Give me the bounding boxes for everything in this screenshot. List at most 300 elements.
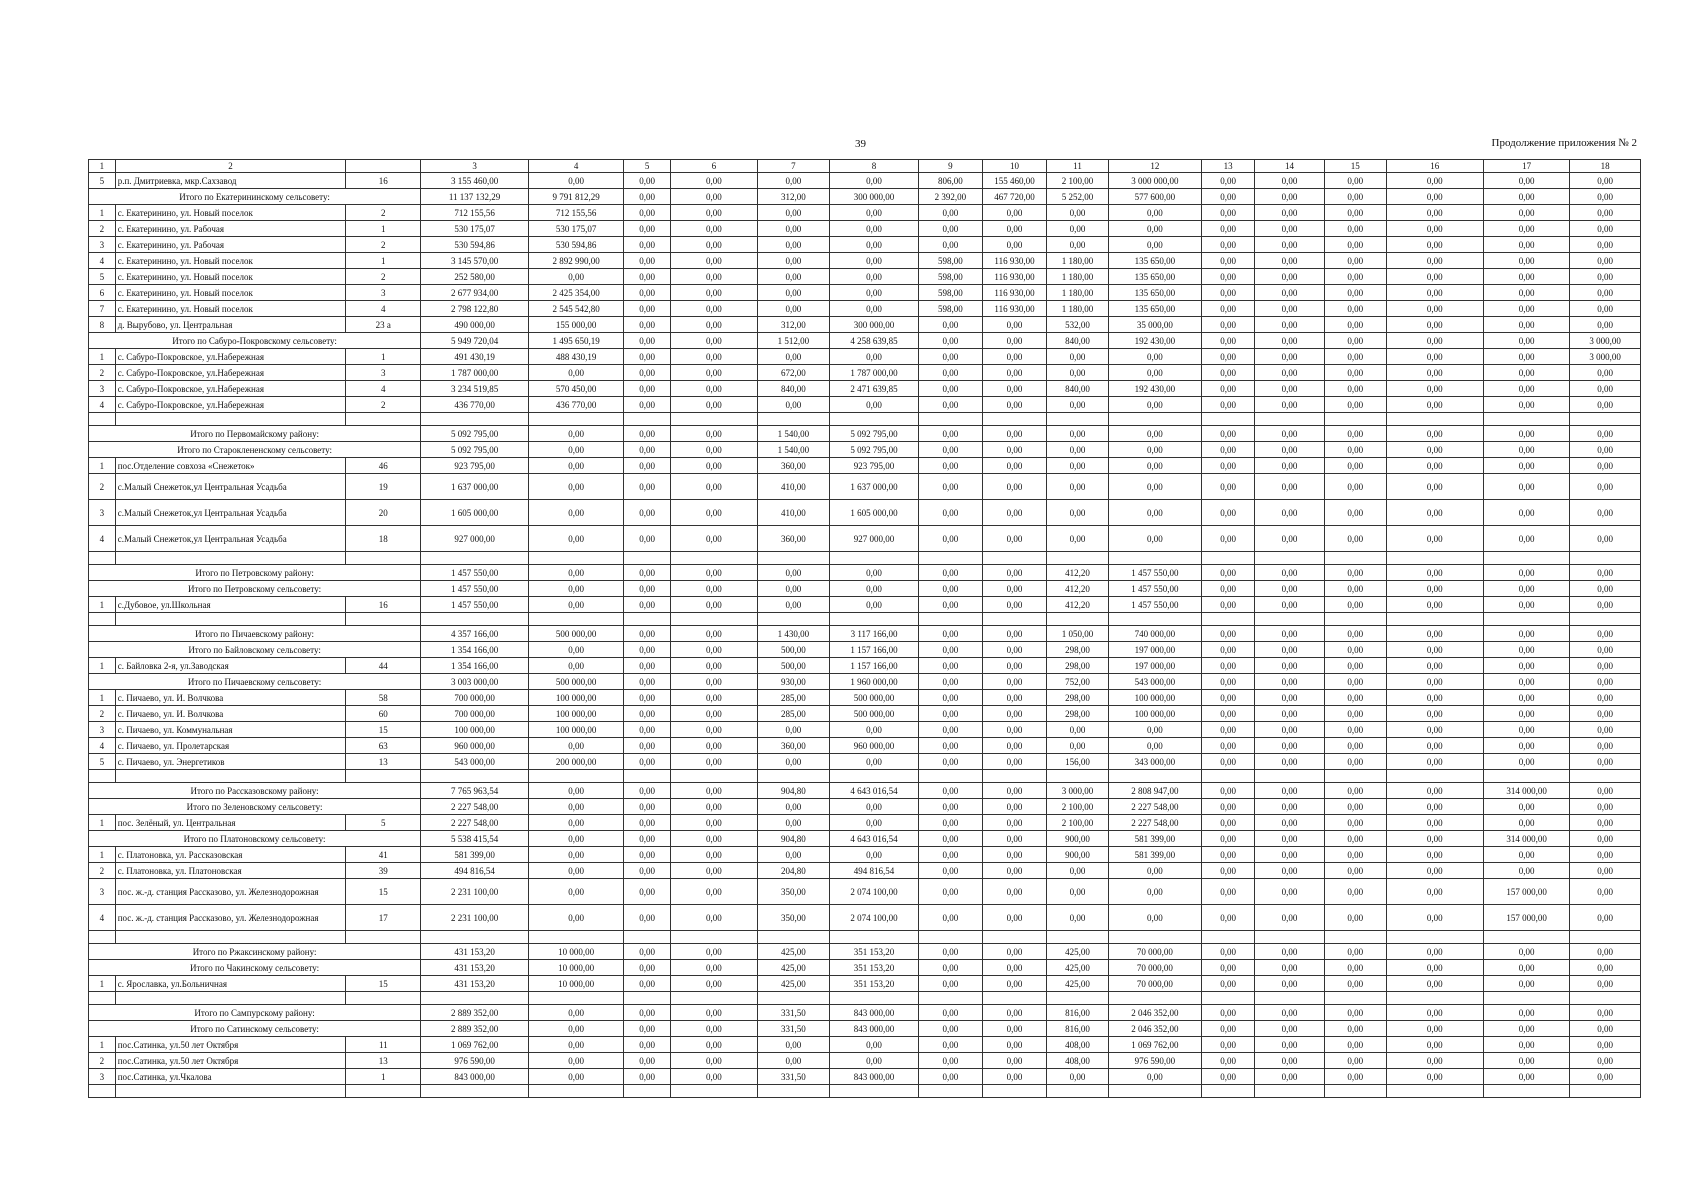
empty-cell (115, 1085, 346, 1098)
empty-cell (1201, 413, 1254, 426)
subtotal-value-cell: 0,00 (1483, 642, 1570, 658)
subtotal-value-cell: 0,00 (624, 442, 671, 458)
empty-cell (1108, 1085, 1201, 1098)
subtotal-value-cell: 5 092 795,00 (421, 426, 529, 442)
house-number-cell: 1 (346, 1069, 421, 1085)
empty-cell (346, 770, 421, 783)
value-cell: 0,00 (1255, 285, 1324, 301)
subtotal-value-cell: 0,00 (1483, 189, 1570, 205)
address-cell: с. Сабуро-Покровское, ул.Набережная (115, 365, 346, 381)
subtotal-value-cell: 904,80 (757, 783, 830, 799)
subtotal-label: Итого по Петровскому сельсовету: (89, 581, 421, 597)
subtotal-value-cell: 0,00 (1201, 674, 1254, 690)
subtotal-value-cell: 0,00 (1386, 1021, 1483, 1037)
row-index-cell: 1 (89, 597, 116, 613)
value-cell: 0,00 (1570, 815, 1641, 831)
subtotal-value-cell: 0,00 (1386, 442, 1483, 458)
subtotal-value-cell: 0,00 (982, 626, 1046, 642)
value-cell: 0,00 (1255, 269, 1324, 285)
value-cell: 0,00 (757, 301, 830, 317)
subtotal-value-cell: 0,00 (1324, 1021, 1386, 1037)
value-cell: 0,00 (624, 397, 671, 413)
empty-cell (1255, 992, 1324, 1005)
value-cell: 0,00 (1483, 269, 1570, 285)
value-cell: 412,20 (1047, 597, 1109, 613)
value-cell: 0,00 (757, 397, 830, 413)
value-cell: 0,00 (1483, 349, 1570, 365)
value-cell: 0,00 (1570, 976, 1641, 992)
value-cell: 0,00 (1570, 317, 1641, 333)
empty-cell (1047, 992, 1109, 1005)
value-cell: 0,00 (1483, 173, 1570, 189)
subtotal-label: Итого по Платоновскому сельсовету: (89, 831, 421, 847)
value-cell: 116 930,00 (982, 301, 1046, 317)
value-cell: 0,00 (1570, 269, 1641, 285)
value-cell: 581 399,00 (421, 847, 529, 863)
subtotal-value-cell: 5 092 795,00 (830, 442, 919, 458)
empty-cell (529, 992, 624, 1005)
value-cell: 0,00 (830, 205, 919, 221)
value-cell: 300 000,00 (830, 317, 919, 333)
value-cell: 0,00 (1386, 500, 1483, 526)
value-cell: 100 000,00 (529, 706, 624, 722)
subtotal-value-cell: 0,00 (1483, 1005, 1570, 1021)
subtotal-value-cell: 0,00 (1483, 799, 1570, 815)
empty-cell (529, 613, 624, 626)
value-cell: 0,00 (1483, 500, 1570, 526)
address-cell: с. Екатеринино, ул. Новый поселок (115, 285, 346, 301)
empty-cell (346, 1085, 421, 1098)
subtotal-value-cell: 0,00 (1386, 189, 1483, 205)
value-cell: 0,00 (1483, 1069, 1570, 1085)
empty-cell (1047, 770, 1109, 783)
value-cell: 0,00 (918, 1037, 982, 1053)
value-cell: 0,00 (918, 500, 982, 526)
empty-cell (1483, 413, 1570, 426)
value-cell: 0,00 (1324, 863, 1386, 879)
value-cell: 0,00 (1255, 474, 1324, 500)
value-cell: 0,00 (1201, 349, 1254, 365)
empty-cell (421, 931, 529, 944)
address-cell: с.Малый Снежеток,ул Центральная Усадьба (115, 474, 346, 500)
value-cell: 0,00 (982, 1053, 1046, 1069)
row-index-cell: 4 (89, 253, 116, 269)
subtotal-value-cell: 192 430,00 (1108, 333, 1201, 349)
subtotal-label: Итого по Сабуро-Покровскому сельсовету: (89, 333, 421, 349)
column-number-cell: 10 (982, 160, 1046, 173)
value-cell: 157 000,00 (1483, 879, 1570, 905)
value-cell: 570 450,00 (529, 381, 624, 397)
value-cell: 0,00 (1324, 905, 1386, 931)
value-cell: 0,00 (671, 397, 758, 413)
subtotal-value-cell: 0,00 (1255, 581, 1324, 597)
subtotal-value-cell: 0,00 (1255, 944, 1324, 960)
subtotal-value-cell: 0,00 (671, 1021, 758, 1037)
subtotal-value-cell: 298,00 (1047, 642, 1109, 658)
spacer-row (89, 552, 1641, 565)
value-cell: 0,00 (1570, 458, 1641, 474)
subtotal-value-cell: 0,00 (982, 642, 1046, 658)
subtotal-value-cell: 0,00 (1255, 642, 1324, 658)
value-cell: 0,00 (1201, 173, 1254, 189)
value-cell: 0,00 (982, 237, 1046, 253)
value-cell: 598,00 (918, 269, 982, 285)
value-cell: 0,00 (1108, 237, 1201, 253)
value-cell: 0,00 (1047, 221, 1109, 237)
value-cell: 2 231 100,00 (421, 879, 529, 905)
subtotal-value-cell: 0,00 (1324, 944, 1386, 960)
value-cell: 0,00 (671, 285, 758, 301)
subtotal-value-cell: 3 000,00 (1047, 783, 1109, 799)
value-cell: 0,00 (671, 738, 758, 754)
value-cell: 0,00 (671, 690, 758, 706)
empty-cell (1255, 1085, 1324, 1098)
value-cell: 0,00 (918, 526, 982, 552)
value-cell: 408,00 (1047, 1053, 1109, 1069)
empty-cell (1483, 770, 1570, 783)
subtotal-value-cell: 431 153,20 (421, 944, 529, 960)
spacer-row (89, 1085, 1641, 1098)
house-number-cell: 16 (346, 173, 421, 189)
value-cell: 0,00 (982, 221, 1046, 237)
value-cell: 0,00 (529, 1037, 624, 1053)
empty-cell (1047, 931, 1109, 944)
empty-cell (1570, 931, 1641, 944)
subtotal-value-cell: 1 050,00 (1047, 626, 1109, 642)
table-row (89, 863, 1641, 879)
value-cell: 0,00 (1483, 285, 1570, 301)
subtotal-value-cell: 412,20 (1047, 565, 1109, 581)
value-cell: 0,00 (624, 221, 671, 237)
subtotal-value-cell: 577 600,00 (1108, 189, 1201, 205)
value-cell: 2 425 354,00 (529, 285, 624, 301)
subtotal-value-cell: 816,00 (1047, 1005, 1109, 1021)
empty-cell (1483, 931, 1570, 944)
house-number-cell: 23 а (346, 317, 421, 333)
value-cell: 3 234 519,85 (421, 381, 529, 397)
value-cell: 0,00 (1108, 349, 1201, 365)
value-cell: 0,00 (982, 879, 1046, 905)
value-cell: 927 000,00 (421, 526, 529, 552)
value-cell: 0,00 (624, 847, 671, 863)
value-cell: 0,00 (1386, 397, 1483, 413)
value-cell: 0,00 (1255, 365, 1324, 381)
table-row (89, 269, 1641, 285)
value-cell: 0,00 (757, 285, 830, 301)
subtotal-value-cell: 0,00 (624, 642, 671, 658)
empty-cell (671, 1085, 758, 1098)
value-cell: 0,00 (1255, 173, 1324, 189)
value-cell: 530 175,07 (421, 221, 529, 237)
address-cell: пос. ж.-д. станция Рассказово, ул. Железнодорожная (115, 879, 346, 905)
value-cell: 0,00 (830, 1053, 919, 1069)
value-cell: 0,00 (830, 597, 919, 613)
subtotal-value-cell: 0,00 (529, 783, 624, 799)
column-number-header-row (89, 160, 1641, 173)
value-cell: 0,00 (1483, 205, 1570, 221)
value-cell: 712 155,56 (529, 205, 624, 221)
subtotal-value-cell: 1 495 650,19 (529, 333, 624, 349)
empty-cell (1047, 552, 1109, 565)
subtotal-value-cell: 0,00 (1108, 426, 1201, 442)
value-cell: 0,00 (671, 253, 758, 269)
row-index-cell: 1 (89, 1037, 116, 1053)
subtotal-value-cell: 1 457 550,00 (1108, 581, 1201, 597)
value-cell: 1 069 762,00 (1108, 1037, 1201, 1053)
value-cell: 0,00 (1483, 863, 1570, 879)
empty-cell (529, 770, 624, 783)
table-row (89, 317, 1641, 333)
subtotal-value-cell: 5 949 720,04 (421, 333, 529, 349)
subtotal-value-cell: 0,00 (757, 565, 830, 581)
value-cell: 0,00 (1255, 597, 1324, 613)
subtotal-value-cell: 0,00 (982, 442, 1046, 458)
value-cell: 0,00 (1386, 173, 1483, 189)
value-cell: 0,00 (624, 458, 671, 474)
subtotal-value-cell: 0,00 (1324, 1005, 1386, 1021)
value-cell: 0,00 (918, 597, 982, 613)
address-cell: с. Екатеринино, ул. Рабочая (115, 237, 346, 253)
table-row (89, 1069, 1641, 1085)
value-cell: 1 180,00 (1047, 285, 1109, 301)
value-cell: 0,00 (1047, 905, 1109, 931)
empty-cell (1386, 413, 1483, 426)
table-row (89, 706, 1641, 722)
value-cell: 0,00 (1047, 863, 1109, 879)
value-cell: 0,00 (982, 526, 1046, 552)
value-cell: 0,00 (1483, 754, 1570, 770)
subtotal-value-cell: 0,00 (982, 944, 1046, 960)
value-cell: 0,00 (1201, 474, 1254, 500)
subtotal-label: Итого по Сатинскому сельсовету: (89, 1021, 421, 1037)
value-cell: 0,00 (1483, 397, 1570, 413)
value-cell: 0,00 (1324, 349, 1386, 365)
empty-cell (830, 613, 919, 626)
value-cell: 100 000,00 (421, 722, 529, 738)
value-cell: 0,00 (624, 722, 671, 738)
value-cell: 0,00 (1324, 847, 1386, 863)
value-cell: 0,00 (1324, 173, 1386, 189)
subtotal-value-cell: 843 000,00 (830, 1021, 919, 1037)
subtotal-label: Итого по Зеленовскому сельсовету: (89, 799, 421, 815)
value-cell: 156,00 (1047, 754, 1109, 770)
table-row (89, 754, 1641, 770)
address-cell: с. Екатеринино, ул. Новый поселок (115, 301, 346, 317)
value-cell: 0,00 (830, 722, 919, 738)
address-cell: с. Сабуро-Покровское, ул.Набережная (115, 397, 346, 413)
empty-cell (671, 931, 758, 944)
value-cell: 0,00 (1324, 285, 1386, 301)
value-cell: 0,00 (982, 690, 1046, 706)
empty-cell (1570, 1085, 1641, 1098)
table-row (89, 722, 1641, 738)
subtotal-value-cell: 0,00 (529, 1005, 624, 1021)
spacer-row (89, 613, 1641, 626)
empty-cell (918, 552, 982, 565)
subtotal-value-cell: 0,00 (1201, 565, 1254, 581)
house-number-cell: 18 (346, 526, 421, 552)
value-cell: 0,00 (1324, 815, 1386, 831)
value-cell: 0,00 (757, 597, 830, 613)
subtotal-value-cell: 930,00 (757, 674, 830, 690)
value-cell: 0,00 (1570, 365, 1641, 381)
empty-cell (830, 1085, 919, 1098)
column-number-cell: 6 (671, 160, 758, 173)
value-cell: 0,00 (1047, 500, 1109, 526)
empty-cell (1324, 552, 1386, 565)
house-number-cell: 63 (346, 738, 421, 754)
subtotal-value-cell: 0,00 (1483, 565, 1570, 581)
subtotal-value-cell: 0,00 (1255, 189, 1324, 205)
value-cell: 0,00 (671, 658, 758, 674)
value-cell: 0,00 (1108, 221, 1201, 237)
value-cell: 0,00 (529, 1069, 624, 1085)
value-cell: 0,00 (1570, 173, 1641, 189)
value-cell: 0,00 (624, 690, 671, 706)
empty-cell (830, 552, 919, 565)
subtotal-value-cell: 900,00 (1047, 831, 1109, 847)
subtotal-value-cell: 0,00 (918, 642, 982, 658)
value-cell: 100 000,00 (529, 722, 624, 738)
value-cell: 0,00 (1201, 365, 1254, 381)
subtotal-value-cell: 0,00 (1201, 426, 1254, 442)
value-cell: 0,00 (1324, 1037, 1386, 1053)
value-cell: 840,00 (1047, 381, 1109, 397)
value-cell: 0,00 (1047, 526, 1109, 552)
row-index-cell: 1 (89, 349, 116, 365)
subtotal-value-cell: 412,20 (1047, 581, 1109, 597)
subtotal-value-cell: 0,00 (1570, 944, 1641, 960)
value-cell: 0,00 (624, 173, 671, 189)
subtotal-value-cell: 0,00 (671, 581, 758, 597)
subtotal-value-cell: 0,00 (624, 581, 671, 597)
address-cell: с.Дубовое, ул.Школьная (115, 597, 346, 613)
value-cell: 0,00 (1255, 1037, 1324, 1053)
value-cell: 0,00 (1047, 458, 1109, 474)
value-cell: 0,00 (918, 365, 982, 381)
column-number-cell: 12 (1108, 160, 1201, 173)
value-cell: 581 399,00 (1108, 847, 1201, 863)
address-cell: с. Екатеринино, ул. Новый поселок (115, 269, 346, 285)
value-cell: 0,00 (1201, 301, 1254, 317)
value-cell: 0,00 (1324, 253, 1386, 269)
value-cell: 0,00 (1386, 905, 1483, 931)
table-row (89, 905, 1641, 931)
value-cell: 0,00 (1108, 863, 1201, 879)
subtotal-value-cell: 1 457 550,00 (421, 565, 529, 581)
subtotal-value-cell: 1 354 166,00 (421, 642, 529, 658)
value-cell: 298,00 (1047, 658, 1109, 674)
value-cell: 0,00 (918, 905, 982, 931)
value-cell: 500,00 (757, 658, 830, 674)
value-cell: 0,00 (918, 863, 982, 879)
subtotal-value-cell: 10 000,00 (529, 960, 624, 976)
value-cell: 0,00 (1108, 365, 1201, 381)
value-cell: 0,00 (1201, 1053, 1254, 1069)
empty-cell (1386, 613, 1483, 626)
value-cell: 2 100,00 (1047, 173, 1109, 189)
value-cell: 135 650,00 (1108, 285, 1201, 301)
subtotal-value-cell: 0,00 (1483, 944, 1570, 960)
address-cell: с. Платоновка, ул. Рассказовская (115, 847, 346, 863)
value-cell: 331,50 (757, 1069, 830, 1085)
column-number-cell: 17 (1483, 160, 1570, 173)
value-cell: 0,00 (982, 597, 1046, 613)
subtotal-value-cell: 0,00 (918, 565, 982, 581)
spacer-row (89, 770, 1641, 783)
empty-cell (346, 552, 421, 565)
value-cell: 0,00 (1324, 458, 1386, 474)
value-cell: 0,00 (1483, 237, 1570, 253)
subtotal-value-cell: 0,00 (1483, 674, 1570, 690)
row-index-cell: 3 (89, 237, 116, 253)
value-cell: 0,00 (1201, 754, 1254, 770)
value-cell: 197 000,00 (1108, 658, 1201, 674)
empty-cell (529, 552, 624, 565)
value-cell: 500 000,00 (830, 706, 919, 722)
subtotal-value-cell: 0,00 (624, 426, 671, 442)
subtotal-value-cell: 0,00 (1201, 581, 1254, 597)
empty-cell (1570, 770, 1641, 783)
empty-cell (1047, 413, 1109, 426)
subtotal-value-cell: 0,00 (1324, 581, 1386, 597)
value-cell: 0,00 (1255, 658, 1324, 674)
empty-cell (757, 613, 830, 626)
value-cell: 0,00 (1108, 458, 1201, 474)
value-cell: 960 000,00 (421, 738, 529, 754)
value-cell: 0,00 (1386, 253, 1483, 269)
value-cell: 0,00 (830, 815, 919, 831)
table-row (89, 365, 1641, 381)
value-cell: 1 180,00 (1047, 269, 1109, 285)
empty-cell (624, 992, 671, 1005)
value-cell: 0,00 (1255, 815, 1324, 831)
value-cell: 840,00 (757, 381, 830, 397)
value-cell: 0,00 (757, 205, 830, 221)
subtotal-value-cell: 0,00 (1201, 783, 1254, 799)
value-cell: 0,00 (1108, 205, 1201, 221)
value-cell: 0,00 (529, 905, 624, 931)
value-cell: 0,00 (1483, 738, 1570, 754)
subtotal-value-cell: 0,00 (1570, 581, 1641, 597)
empty-cell (624, 552, 671, 565)
subtotal-value-cell: 0,00 (1201, 831, 1254, 847)
empty-cell (757, 992, 830, 1005)
value-cell: 960 000,00 (830, 738, 919, 754)
value-cell: 0,00 (624, 1037, 671, 1053)
value-cell: 0,00 (1324, 722, 1386, 738)
value-cell: 0,00 (1570, 237, 1641, 253)
value-cell: 0,00 (1570, 500, 1641, 526)
value-cell: 0,00 (1255, 1053, 1324, 1069)
value-cell: 0,00 (1386, 301, 1483, 317)
subtotal-value-cell: 2 046 352,00 (1108, 1021, 1201, 1037)
empty-cell (982, 613, 1046, 626)
value-cell: 0,00 (1047, 474, 1109, 500)
house-number-cell: 44 (346, 658, 421, 674)
subtotal-value-cell: 0,00 (1570, 189, 1641, 205)
value-cell: 0,00 (1570, 381, 1641, 397)
value-cell: 0,00 (624, 526, 671, 552)
value-cell: 0,00 (624, 285, 671, 301)
subtotal-value-cell: 0,00 (671, 944, 758, 960)
subtotal-value-cell: 500 000,00 (529, 674, 624, 690)
value-cell: 0,00 (982, 722, 1046, 738)
subtotal-value-cell: 1 457 550,00 (421, 581, 529, 597)
empty-cell (1047, 1085, 1109, 1098)
house-number-cell: 58 (346, 690, 421, 706)
address-cell: пос. ж.-д. станция Рассказово, ул. Железнодорожная (115, 905, 346, 931)
